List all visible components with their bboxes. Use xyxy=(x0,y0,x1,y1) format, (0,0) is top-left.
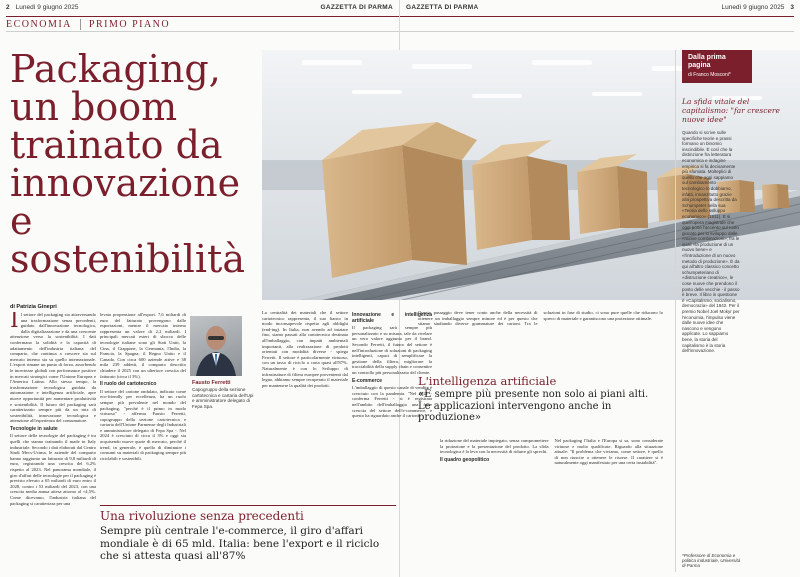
pull-quote-text: «È sempre più presente non solo ai piani alti. Le applicazioni intervengono anche in produzione» xyxy=(418,389,649,423)
col3-text: La centralità dei materiali che il settore cartotecnico rappresenta, il suo fianco in modo inconsapevole rispetto agli obblighi (end-ing). In Italia, non avendo ad iniziare fino, siamo passati alla cartotecnica destinata all'imballaggio, con impatti ambientali importanti, alla realizzazione di prodotti orientati con modalità diverse - spiega Ferretti. Il settore è particolarmente virtuoso, con un tasso di riciclo a carta quasi all'87%. Naturalmente è con lo Sviluppo di infrastrutture di filiera europee provenienti dal legno, abbiamo sempre recuperato il materiale per mantenere la qualità dei prodotti. xyxy=(262,310,348,388)
pull-quote-title: L'intelligenza artificiale xyxy=(418,374,557,388)
section-bar xyxy=(6,16,399,32)
article-column-1 xyxy=(10,312,96,508)
col4-text: Il packaging sarà sempre più personalizzato e su misura, tale da rivelare un vero valore aggiunto per il brand. Secondo Ferretti, il futuro del settore è nell'introduzione di soluzioni di packaging intelligenti, capaci di semplificare la gestione della filiera, migliorare la tracciabilità della supply chain e consentire un controllo più personalizzato del cliente. xyxy=(352,325,432,375)
sidebar-editorial xyxy=(675,50,793,572)
date-right: Lunedì 9 giugno 2025 xyxy=(721,4,785,11)
sidebar-title: La sfida vitale del capitalismo: "far crescere nuove idee" xyxy=(682,97,780,124)
col1-text2: Il settore delle tecnologie del packaging è tra quelli che stanno trainando il made in Italy industriale. Secondo i dati elaborati dal Centro Studi Mecs-Ucima, le aziende del comparto hanno raggiunto un fatturato di 9,8 miliardi di euro, registrando una crescita del 6,2% rispetto al 2023. Nel panorama mondiale, il giro d'affari delle tecnologie per il packaging è previsto elevato a 65 miliardi di euro entro il 2028, contro i 53 miliardi del 2023, con una crescita media annua attesa attorno al +4,5%. Come dicevamo, l'industria italiana del packaging si caratterizza per una xyxy=(10,433,96,506)
subsection-label: PRIMO PIANO xyxy=(88,18,171,30)
section-label: ECONOMIA xyxy=(6,19,81,30)
article-column-2 xyxy=(100,312,186,500)
date: Lunedì 9 giugno 2025 xyxy=(15,4,79,11)
right-folio xyxy=(721,4,794,11)
col2-heading: Il ruolo del cartotecnico xyxy=(100,381,157,388)
sidebar-signature: *Professore di Economia e politica industriale, Università di Parma xyxy=(682,553,741,568)
sidebar-text: Quando si scrive sulle specifiche teorie e prassi formano un binomio inscindibile. È così che la distinzione fra letteratura economica e indagine empirica si fa decisamente più sfumata. Molteplici di quello che oggi sappiamo sul cambiamento tecnologico lo dobbiamo, infatti, innanzitutto grazie alla prospettiva descritta da Schumpeter nella sua «Teoria dello sviluppo economico» (1911). E si quell'opera magistrale che oggi pone l'accento sul ruolo giocato per lo sviluppo dalle «nuove combinazioni», fra le quali «la produzione di un nuovo bene» e «l'introduzione di un nuovo metodo di produzione». È da qui all'altro classico concetto schumpeteriano di «distruzione creatrice», le cose nuove che prendono il posto delle vecchie - il passo è breve. Il libro in questione è «Capitalismo, socialismo, democrazia» del 1942. Per il premio Nobel Joel Mokyr per l'economia, l'impulso viene dalle nuove idee che nascono e vengono applicate. Lo sappiamo bene, la storia del capitalismo è la storia dell'innovazione. xyxy=(682,130,740,354)
col5-text3: Nel packaging l'Italia e l'Europa si sa, sono considerate virtuose e molto qualificate. Riguardo alla situazione attuale: "Il problema che viviamo, come settore, è quello di non riuscire a ottenere le risorse. Il carattere si è naturalmente oggi manifestato per una certa instabilità". xyxy=(554,438,663,466)
author-portrait-photo xyxy=(190,316,242,376)
article-column-5 xyxy=(418,310,663,370)
sidebar-author: di Franco Mosconi* xyxy=(688,72,731,78)
headline: Packaging, un boom trainato da innovazione e sostenibilità xyxy=(10,47,245,281)
article-column-3 xyxy=(262,310,348,572)
col4-heading2: E-commerce xyxy=(352,377,383,384)
left-folio xyxy=(6,4,79,11)
col5-text: Questo passaggio deve tener conto anche della necessità di ottenere un imballaggio sempre minore ed è per questo che stiamo studiando diverse grammature dei cartoni. Tra le soluzioni in fase di studio, ci sono pure quelle che riducono lo spreco di materiale e garantiscono una protezione ottimale. xyxy=(418,310,663,327)
col1-heading: Tecnologie in salute xyxy=(10,425,58,432)
page-number: 2 xyxy=(6,4,10,11)
pull-quote xyxy=(418,374,663,424)
author-name: Fausto Ferretti xyxy=(192,380,231,386)
byline: di Patrizia Ginepri xyxy=(10,304,57,310)
author-role: Capogruppo della sezione cartotecnica e cartaria dell'Upi e amministratore delegato di Fepa Spa. xyxy=(192,387,254,409)
sidebar-tag xyxy=(682,50,752,83)
col4-heading: Innovazione e intelligenza artificiale xyxy=(352,312,432,324)
page-number-right: 3 xyxy=(790,4,794,11)
dropcap: I xyxy=(10,312,19,333)
col2-text2: Il settore del cartone ondulato, indicato come eco-friendly per eccellenza, ha un ruolo sempre più prevalente nel mondo del packaging, "perché è il primo in modo virtuoso" - afferma Fausto Ferretti, capogruppo della sezione cartotecnica e cartaria dell'Unione Parmense degli Industriali e amministratore delegato di Fepa Spa -. Nel 2024 è cresciuto di circa il 3% e oggi sta acquisendo nuove quote di mercato, perché il trend, in generale, è quello di diminuire i consumi su materiali di packaging sempre più riciclabili e sostenibili. xyxy=(100,388,186,461)
masthead: GAZZETTA DI PARMA xyxy=(320,4,393,11)
masthead-right: GAZZETTA DI PARMA xyxy=(406,4,479,11)
col2-text: levata propensione all'export. 7,6 miliardi di euro del fatturato provengono dalle esportazioni, mentre il mercato interno rappresenta un valore di 2,2 miliardi. I principali mercati esteri di sbocco delle tecnologie italiane sono gli Stati Uniti, la Cina, il Giappone, la Germania, l'India, la Francia, la Spagna, il Regno Unito e il Canada. Con circa 600 aziende attive e 38 mila 239 addetti, il comparto descritto chiudere il 2025 con un ulteriore crescita del fatturato (circa il 3%). xyxy=(100,312,186,379)
col5-text2: la riduzione del materiale impiegato, senza compromettere la protezione e la presentazione del prodotto. La sfida tecnologica è la leva con la necessità di ridurre gli sprechi. xyxy=(440,438,549,455)
subhead-text: Sempre più centrale l'e-commerce, il giro d'affari mondiale è di 65 mld. Italia: bene l'export e il riciclo che si attesta quasi all'87% xyxy=(100,525,380,562)
section-bar-right xyxy=(400,16,794,32)
col4-text2: L'imballaggio di questo canale di vendita è cresciuto con la pandemia. "Nel 2021 - conferma Ferretti - si è registrata nell'ambito dell'imballaggio una forte crescita del settore dell'e-commerce, e questo ha riguardato anche il cartone. xyxy=(352,385,432,419)
col1-text: l settore del packaging sta attraversando una trasformazione senza precedenti, guidato dall'innovazione tecnologica, dalla digitalizzazione e da una crescente attenzione verso la sostenibilità. I dati confermano la solidità e la capacità di adattamento dell'industria italiana del comparto, che continua a crescere sia sul mercato interno sia su quello internazionale. L'export rimane un punto di forza, assorbendo le incertezze globali con performance positive in mercati strategici come l'Unione Europea e l'America Latina. Allo stesso tempo, la trasformazione tecnologica guidata da automazione e intelligenza artificiale, apre nuove opportunità per aumentare produttività e sostenibilità. Il futuro del packaging sarà caratterizzato sempre più da un mix di sostenibilità, innovazione tecnologica e attenzione all'esperienza del consumatore. xyxy=(10,312,96,424)
col5-heading: Il quadro geopolitico xyxy=(440,456,490,463)
subhead-title: Una rivoluzione senza precedenti xyxy=(100,509,304,523)
article-column-6 xyxy=(440,438,663,572)
sidebar-tag-label: Dalla prima pagina xyxy=(688,54,726,69)
